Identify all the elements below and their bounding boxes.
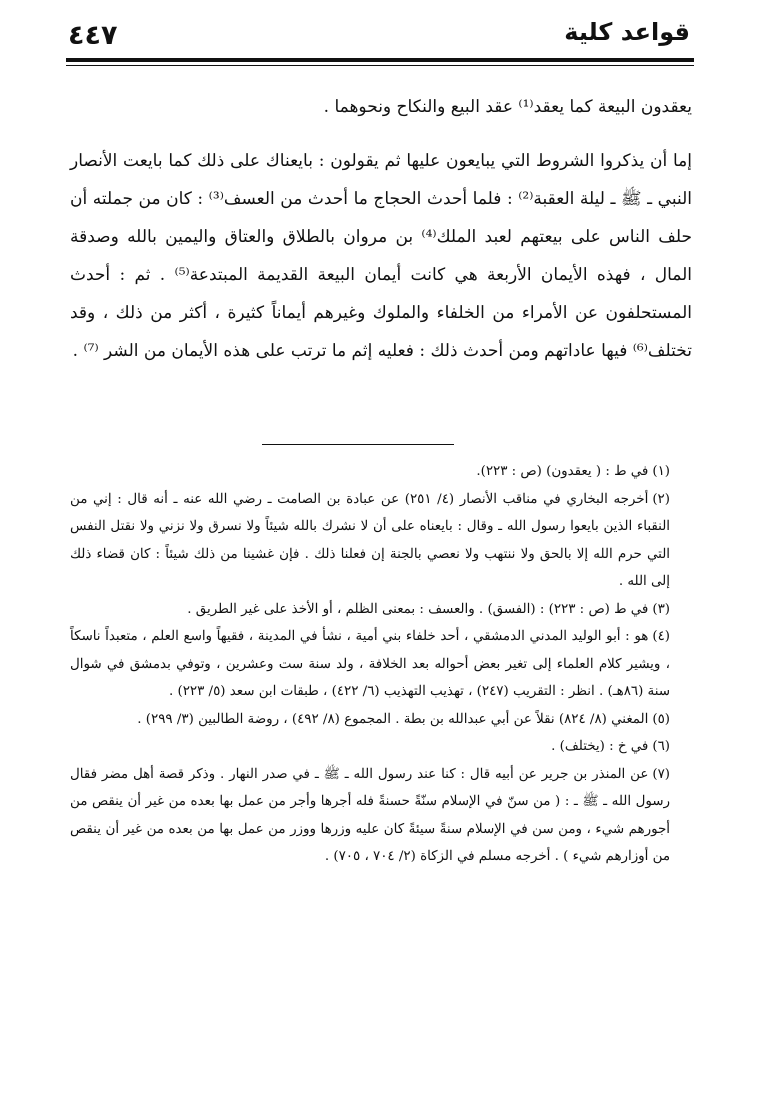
footnote-text: في ط (ص : ٢٢٣) : (الفسق) . والعسف : بمعنى الظلم ، أو الأخذ على غير الطريق . bbox=[187, 601, 649, 617]
footnote-text: في خ : (يختلف) . bbox=[551, 739, 649, 754]
footnote-number: (٤) bbox=[652, 629, 670, 644]
footnote-number: (٣) bbox=[652, 601, 670, 617]
header-rule-thick bbox=[66, 58, 694, 62]
footnote-separator bbox=[262, 444, 454, 445]
page-header bbox=[68, 18, 690, 56]
footnote bbox=[70, 596, 692, 624]
footnote bbox=[70, 733, 692, 761]
footnote-number: (٥) bbox=[652, 711, 670, 727]
footnote-number: (٦) bbox=[652, 739, 670, 754]
main-text bbox=[70, 88, 692, 370]
footnote-text: هو : أبو الوليد المدني الدمشقي ، أحد خلفاء بني أمية ، نشأ في المدينة ، فقيهاً واسع العلم ، متعبداً ناسكاً ، ويشير كلام العلماء إلى تغير بعض أحواله بعد الخلافة ، ولد سنة ست وعشرين ، وتوفي بدمشق في شوال سنة (٨٦هـ) . انظر : التقريب (٢٤٧) ، تهذيب التهذيب (٦/ ٤٢٢) ، طبقات ابن سعد (٥/ ٢٢٣) . bbox=[70, 629, 670, 699]
footnote bbox=[70, 623, 692, 706]
footnote-number: (٧) bbox=[652, 766, 670, 782]
footnote-text: في ط : ( يعقدون) (ص : ٢٢٣). bbox=[476, 464, 649, 479]
footnote bbox=[70, 486, 692, 596]
paragraph: يعقدون البيعة كما يعقد⁽¹⁾ عقد البيع والنكاح ونحوهما . bbox=[323, 97, 692, 117]
header-rule-thin bbox=[66, 65, 694, 66]
page-number: ٤٤٧ bbox=[68, 20, 118, 51]
footnote-number: (١) bbox=[652, 464, 670, 479]
paragraph: إما أن يذكروا الشروط التي يبايعون عليها ثم يقولون : بايعناك على ذلك كما بايعت الأنصار النبي ـ ﷺ ـ ليلة العقبة⁽²⁾ : فلما أحدث الحجاج ما أحدث من العسف⁽³⁾ : كان من جملته أن حلف الناس على بيعتهم لعبد الملك⁽⁴⁾ بن مروان بالطلاق والعتاق واليمين بالله وصدقة المال ، فهذه الأيمان الأربعة هي كانت أيمان البيعة القديمة المبتدعة⁽⁵⁾ . ثم : أحدث المستحلفون عن الأمراء من الخلفاء والملوك وغيرهم أيماناً كثيرة ، أكثر من ذلك ، وقد تختلف⁽⁶⁾ فيها عاداتهم ومن أحدث ذلك : فعليه إثم ما ترتب على هذه الأيمان من الشر ⁽⁷⁾ . bbox=[70, 151, 693, 361]
footnotes bbox=[70, 458, 692, 871]
footnote-text: المغني (٨/ ٨٢٤) نقلاً عن أبي عبدالله بن بطة . المجموع (٨/ ٤٩٢) ، روضة الطالبين (٣/ ٢٩٩) . bbox=[137, 711, 649, 727]
footnote bbox=[70, 706, 692, 734]
footnote bbox=[70, 458, 692, 486]
footnote-text: أخرجه البخاري في مناقب الأنصار (٤/ ٢٥١) عن عبادة بن الصامت ـ رضي الله عنه ـ أنه قال : إني من النقباء الذين بايعوا رسول الله ـ وقال : بايعناه على أن لا نشرك بالله شيئاً ولا نسرق ولا نزني ولا نقتل النفس التي حرم الله إلا بالحق ولا ننتهب ولا نعصي بالجنة إن فعلنا ذلك . فإن غشينا من ذلك شيئاً : كان قضاء ذلك إلى الله . bbox=[70, 491, 671, 589]
footnote bbox=[70, 761, 692, 871]
footnote-text: عن المنذر بن جرير عن أبيه قال : كنا عند رسول الله ـ ﷺ ـ في صدر النهار . وذكر قصة أهل مضر فقال رسول الله ـ ﷺ ـ : ( من سنّ في الإسلام سنّةً حسنةً فله أجرها وأجر من عمل بها بعده من غير أن ينقص من أجورهم شيء ، ومن سن في الإسلام سنةً سيئةً كان عليه وزرها ووزر من عمل بها من بعده من غير أن ينقص من أوزارهم شيء ) . أخرجه مسلم في الزكاة (٢/ ٧٠٤ ، ٧٠٥) . bbox=[70, 766, 670, 864]
footnote-number: (٢) bbox=[652, 491, 670, 507]
running-title: قواعد كلية bbox=[564, 18, 690, 46]
